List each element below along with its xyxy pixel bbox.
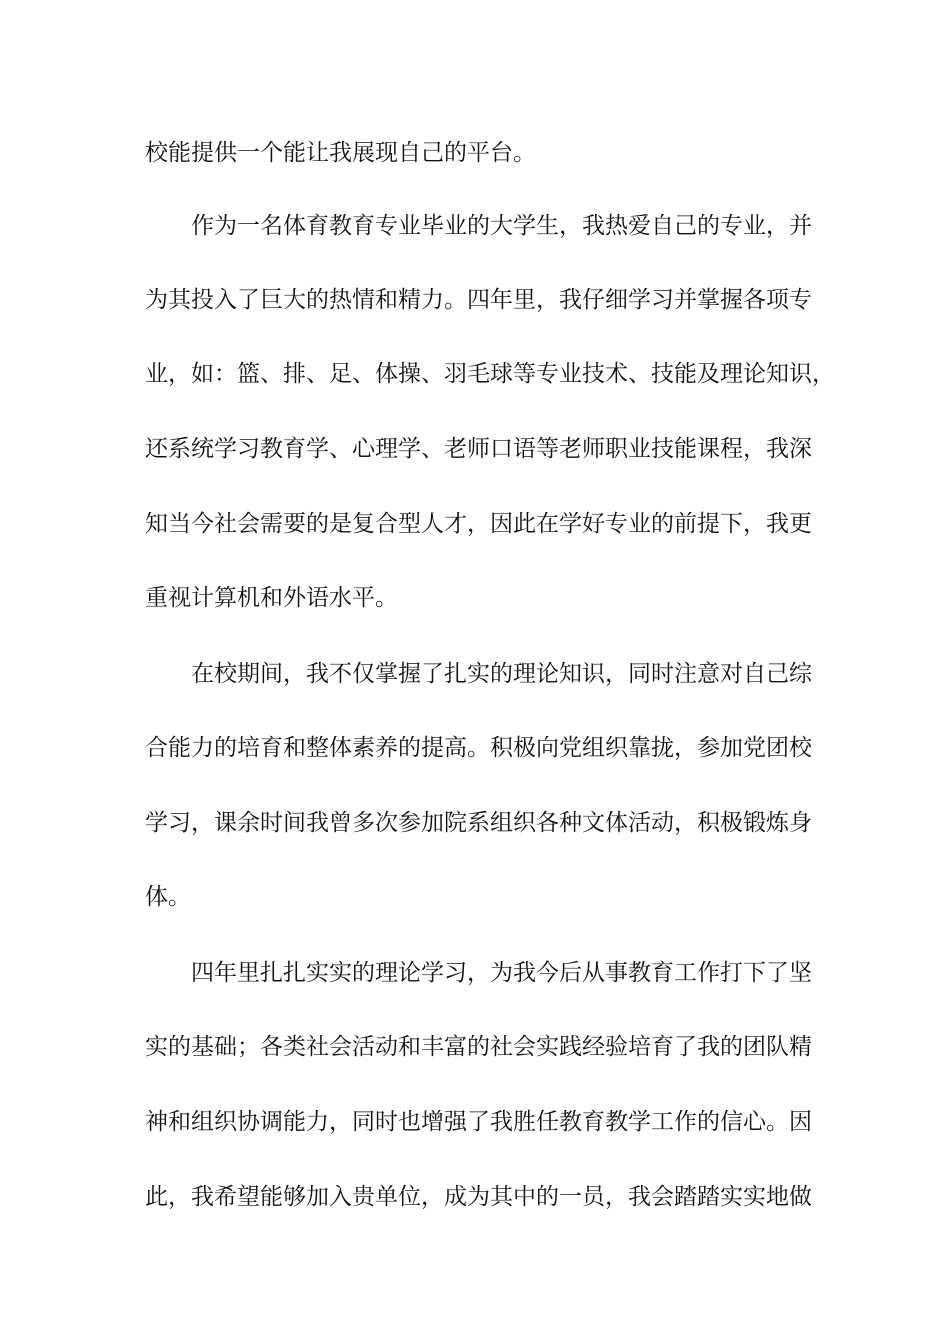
paragraph-line: 体。 xyxy=(145,884,191,910)
paragraph-line: 重视计算机和外语水平。 xyxy=(145,585,398,611)
paragraph-line: 合能力的培育和整体素养的提高。积极向党组织靠拢，参加党团校 xyxy=(145,735,812,761)
paragraph-line: 业，如：篮、排、足、体操、羽毛球等专业技术、技能及理论知识， xyxy=(145,361,835,387)
paragraph-line: 为其投入了巨大的热情和精力。四年里，我仔细学习并掌握各项专 xyxy=(145,287,812,313)
paragraph-line: 作为一名体育教育专业毕业的大学生，我热爱自己的专业，并 xyxy=(191,213,812,239)
paragraph-line: 还系统学习教育学、心理学、老师口语等老师职业技能课程，我深 xyxy=(145,436,812,462)
paragraph-line: 校能提供一个能让我展现自己的平台。 xyxy=(145,140,536,166)
paragraph-line: 神和组织协调能力，同时也增强了我胜任教育教学工作的信心。因 xyxy=(145,1109,812,1135)
paragraph-line: 实的基础；各类社会活动和丰富的社会实践经验培育了我的团队精 xyxy=(145,1034,812,1060)
paragraph-line: 四年里扎扎实实的理论学习，为我今后从事教育工作打下了坚 xyxy=(191,960,812,986)
paragraph-line: 在校期间，我不仅掌握了扎实的理论知识，同时注意对自己综 xyxy=(191,661,812,687)
paragraph-line: 此，我希望能够加入贵单位，成为其中的一员，我会踏踏实实地做 xyxy=(145,1184,812,1210)
paragraph-line: 学习，课余时间我曾多次参加院系组织各种文体活动，积极锻炼身 xyxy=(145,810,812,836)
paragraph-line: 知当今社会需要的是复合型人才，因此在学好专业的前提下，我更 xyxy=(145,511,812,537)
